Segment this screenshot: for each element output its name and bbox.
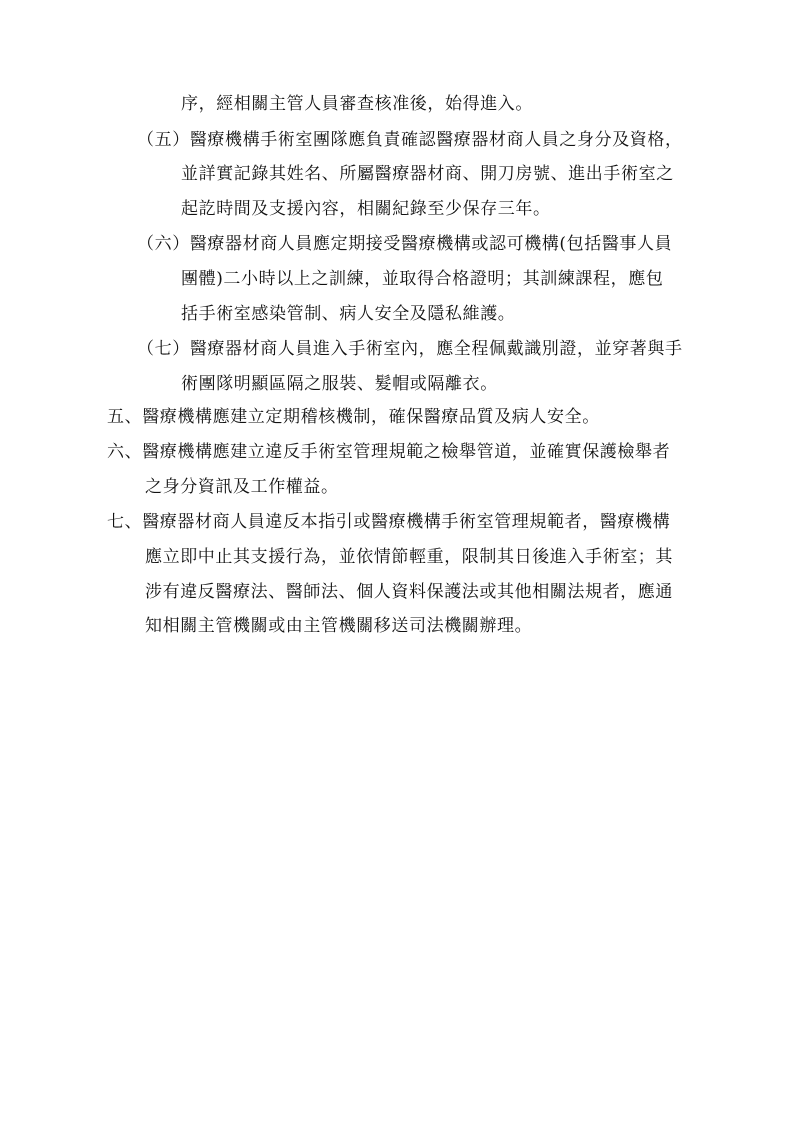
text-line-16: 知相關主管機關或由主管機關移送司法機關辦理。 <box>145 616 533 636</box>
text-line-1: 序，經相關主管人員審查核准後，始得進入。 <box>181 94 533 114</box>
text-line-10: 五、醫療機構應建立定期稽核機制，確保醫療品質及病人安全。 <box>107 407 600 427</box>
text-line-5: （六）醫療器材商人員應定期接受醫療機構或認可機構(包括醫事人員 <box>137 234 673 254</box>
text-line-6: 團體)二小時以上之訓練，並取得合格證明；其訓練課程，應包 <box>181 269 664 289</box>
text-line-7: 括手術室感染管制、病人安全及隱私維護。 <box>181 304 516 324</box>
text-line-12: 之身分資訊及工作權益。 <box>145 477 339 497</box>
text-line-3: 並詳實記錄其姓名、所屬醫療器材商、開刀房號、進出手術室之 <box>181 164 674 184</box>
text-line-4: 起訖時間及支援內容，相關紀錄至少保存三年。 <box>181 199 551 219</box>
text-line-9: 術團隊明顯區隔之服裝、髮帽或隔離衣。 <box>181 374 498 394</box>
text-line-13: 七、醫療器材商人員違反本指引或醫療機構手術室管理規範者，醫療機構 <box>107 512 671 532</box>
text-line-8: （七）醫療器材商人員進入手術室內，應全程佩戴識別證，並穿著與手 <box>137 339 683 359</box>
text-line-15: 涉有違反醫療法、醫師法、個人資料保護法或其他相關法規者，應通 <box>145 582 673 602</box>
text-line-14: 應立即中止其支援行為，並依情節輕重，限制其日後進入手術室；其 <box>145 547 673 567</box>
text-line-2: （五）醫療機構手術室團隊應負責確認醫療器材商人員之身分及資格， <box>137 130 683 150</box>
text-line-11: 六、醫療機構應建立違反手術室管理規範之檢舉管道，並確實保護檢舉者 <box>107 442 671 462</box>
